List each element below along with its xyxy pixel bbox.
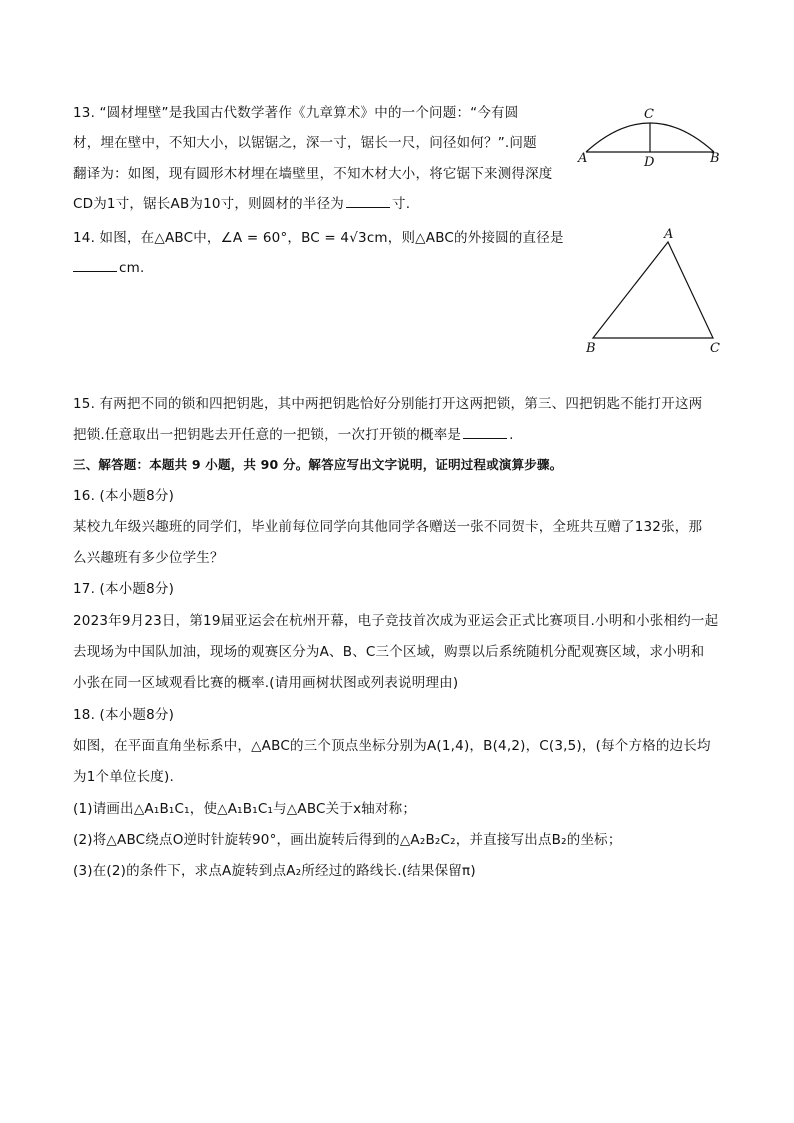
q13-line-4 [73,195,410,213]
q13-label-d: D [644,155,655,170]
q15-line-1: 15. 有两把不同的锁和四把钥匙，其中两把钥匙恰好分别能打开这两把锁，第三、四把钥匙不能打开这两 [73,396,703,412]
q14-line-2 [73,259,144,277]
q18-part-2: (2)将△ABC绕点O逆时针旋转90°，画出旋转后得到的△A₂B₂C₂，并直接写出点B₂的坐标； [73,832,622,848]
q17-line-1: 2023年9月23日，第19届亚运会在杭州开幕，电子竞技首次成为亚运会正式比赛项目.小明和小张相约一起 [73,613,719,629]
q18-part-3: (3)在(2)的条件下，求点A旋转到点A₂所经过的路线长.(结果保留π) [73,863,476,879]
q14-label-b: B [586,341,596,356]
q15-answer-blank [463,426,507,439]
q18-line-2: 为1个单位长度). [73,769,174,785]
q13-line-3: 翻译为：如图，现有圆形木材埋在墙壁里，不知木材大小，将它锯下来测得深度 [73,166,553,182]
q16-header: 16. (本小题8分) [73,488,175,504]
q14-answer-blank [73,259,117,272]
q13-arc-figure [570,100,730,175]
q13-label-b: B [710,151,720,166]
q14-triangle-abc [593,242,713,338]
q18-header: 18. (本小题8分) [73,707,175,723]
q18-part-1: (1)请画出△A₁B₁C₁，使△A₁B₁C₁与△ABC关于x轴对称； [73,801,417,817]
q13-line-2: 材，埋在壁中，不知大小，以锯锯之，深一寸，锯长一尺，问径如何？”.问题 [73,135,537,151]
q13-label-a: A [578,151,588,166]
q14-line-2-suffix: cm. [119,260,145,276]
q13-line-1: 13. “圆材埋壁”是我国古代数学著作《九章算术》中的一个问题：“今有圆 [73,105,519,121]
q17-line-2: 去现场为中国队加油，现场的观赛区分为A、B、C三个区域，购票以后系统随机分配观赛区域，求小明和 [73,644,705,660]
q16-line-2: 么兴趣班有多少位学生？ [73,550,224,566]
q14-label-c: C [710,341,720,356]
q18-line-1: 如图，在平面直角坐标系中，△ABC的三个顶点坐标分别为A(1,4)，B(4,2)，C(3,5)，(每个方格的边长均 [73,738,711,754]
q17-line-3: 小张在同一区域观看比赛的概率.(请用画树状图或列表说明理由) [73,675,459,691]
q16-line-1: 某校九年级兴趣班的同学们，毕业前每位同学向其他同学各赠送一张不同贺卡，全班共互赠了132张，那 [73,519,703,535]
q15-line-2-suffix: . [509,427,514,443]
q13-line-4-suffix: 寸. [392,196,411,212]
q13-line-4-text: CD为1寸，锯长AB为10寸，则圆材的半径为 [73,196,344,212]
q15-line-2-text: 把锁.任意取出一把钥匙去开任意的一把锁，一次打开锁的概率是 [73,427,462,443]
q14-label-a: A [664,227,674,242]
q14-line-1: 14. 如图，在△ABC中，∠A = 60°，BC = 4√3cm，则△ABC的外接圆的直径是 [73,230,564,246]
q13-label-c: C [644,107,654,122]
q17-header: 17. (本小题8分) [73,581,175,597]
q14-triangle-figure [578,224,728,358]
q15-line-2 [73,426,514,444]
q13-answer-blank [346,195,390,208]
section-3-heading: 三、解答题：本题共 9 小题，共 90 分。解答应写出文字说明，证明过程或演算步骤。 [73,457,563,472]
